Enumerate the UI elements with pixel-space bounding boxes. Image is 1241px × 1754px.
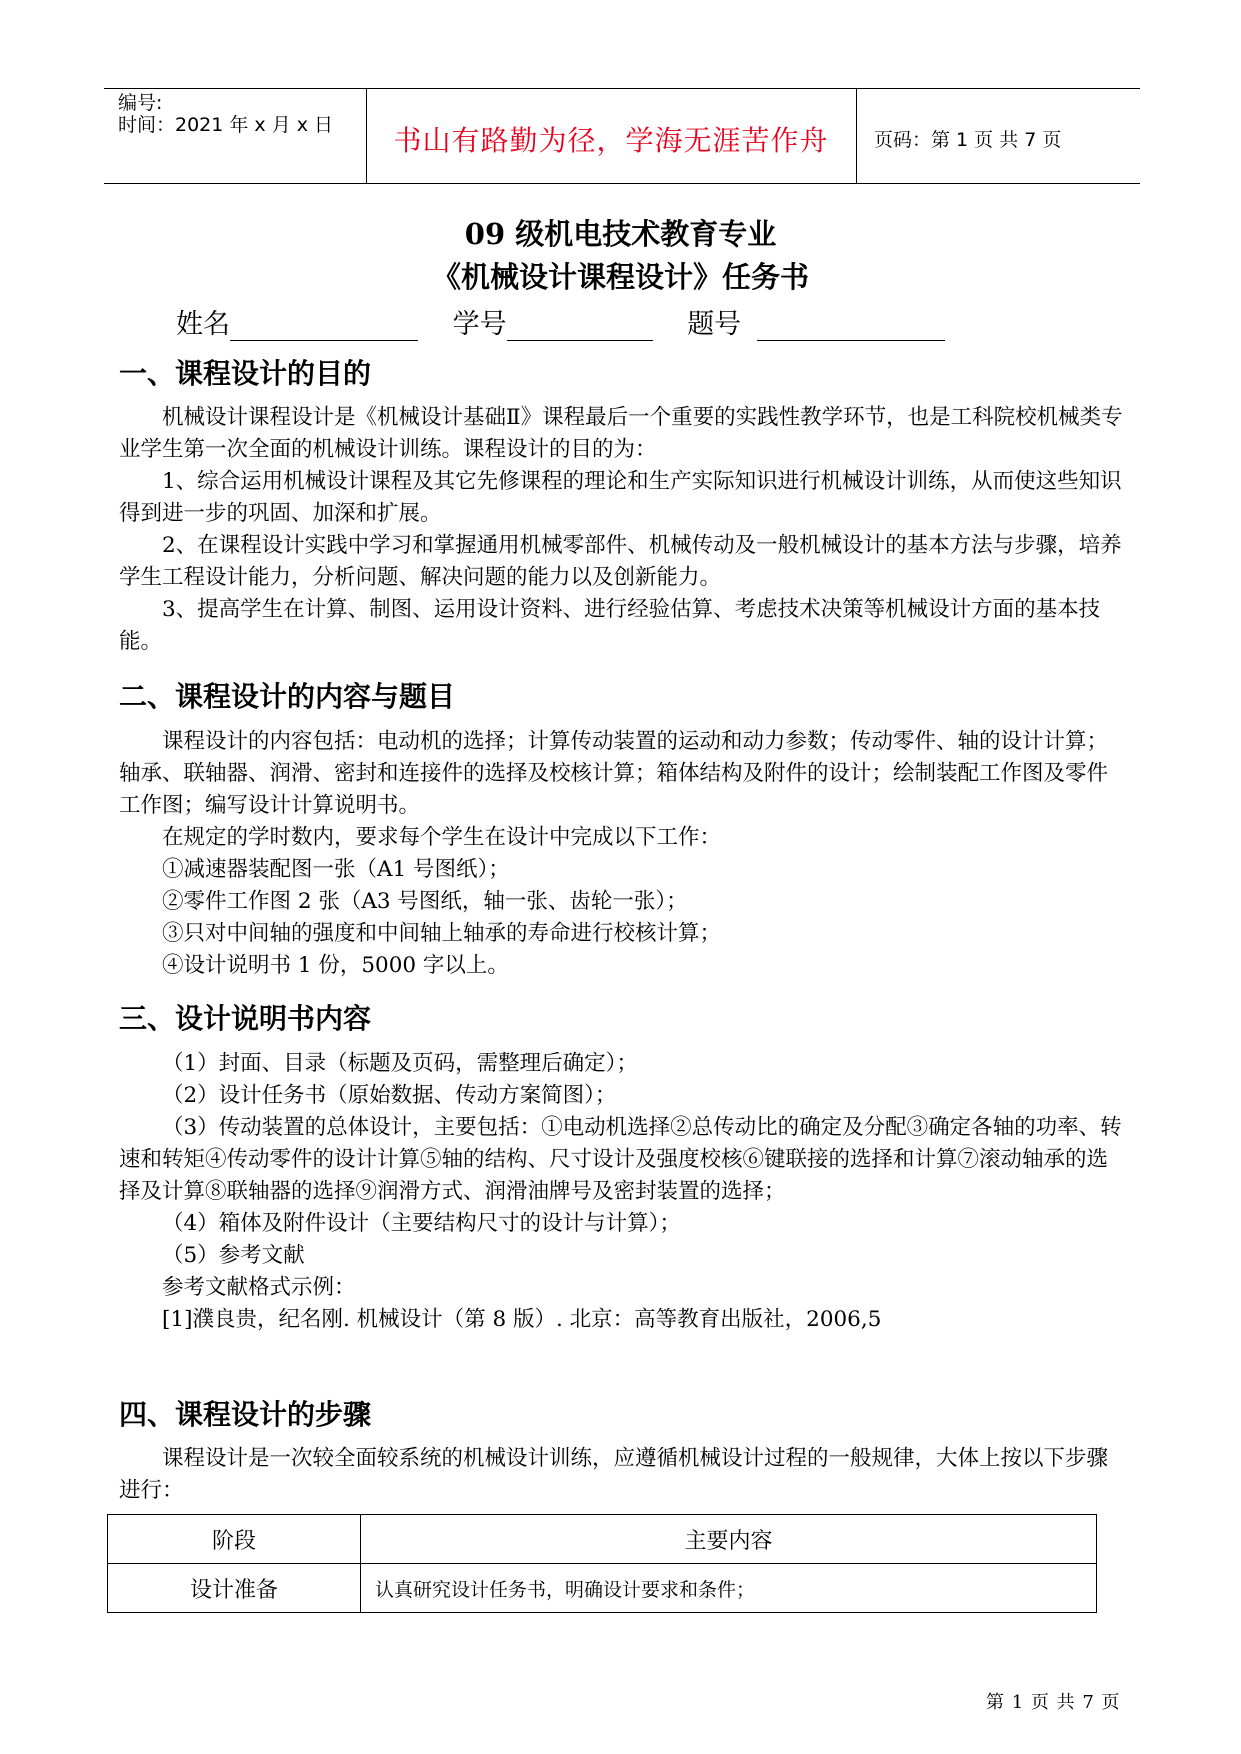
purpose-item-3: 3、提高学生在计算、制图、运用设计资料、进行经验估算、考虑技术决策等机械设计方面的基本技能。 (119, 597, 1101, 654)
purpose-item-2: 2、在课程设计实践中学习和掌握通用机械零部件、机械传动及一般机械设计的基本方法与步骤，培养学生工程设计能力，分析问题、解决问题的能力以及创新能力。 (119, 533, 1122, 590)
student-id-blank (507, 312, 653, 341)
work-item-2: ②零件工作图 2 张（A3 号图纸，轴一张、齿轮一张）； (162, 889, 688, 914)
work-item-4: ④设计说明书 1 份，5000 字以上。 (162, 953, 509, 978)
name-label: 姓名 (176, 309, 230, 340)
manual-item-5: （5）参考文献 (162, 1243, 305, 1268)
section-2-requirement: 在规定的学时数内，要求每个学生在设计中完成以下工作： (162, 825, 722, 850)
header-left-cell (104, 89, 367, 183)
document-title-line1: 09 级机电技术教育专业 (464, 217, 777, 251)
page-footer: 第 1 页 共 7 页 (986, 1692, 1121, 1713)
manual-item-2: （2）设计任务书（原始数据、传动方案简图）； (162, 1083, 617, 1108)
student-id-label: 学号 (452, 309, 507, 340)
section-1-intro: 机械设计课程设计是《机械设计基础Ⅱ》课程最后一个重要的实践性教学环节，也是工科院校机械类专业学生第一次全面的机械设计训练。课程设计的目的为： (119, 405, 1123, 462)
time-label: 时间：2021 年 x 月 x 日 (118, 114, 334, 136)
section-heading-1: 一、课程设计的目的 (119, 357, 372, 390)
header-center-cell (366, 89, 857, 183)
name-blank (230, 312, 418, 341)
reference-example: [1]濮良贵，纪名刚. 机械设计（第 8 版）. 北京：高等教育出版社，2006,5 (162, 1307, 882, 1332)
serial-number-label: 编号: (118, 92, 163, 114)
motto-text: 书山有路勤为径，学海无涯苦作舟 (393, 124, 829, 157)
section-4-body (119, 1443, 1125, 1507)
table-header-stage: 阶段 (108, 1515, 361, 1564)
work-item-1: ①减速器装配图一张（A1 号图纸）； (162, 857, 510, 882)
manual-item-4: （4）箱体及附件设计（主要结构尺寸的设计与计算）； (162, 1211, 681, 1236)
header-right-cell (856, 89, 1140, 183)
section-4-intro: 课程设计是一次较全面较系统的机械设计训练，应遵循机械设计过程的一般规律，大体上按以下步骤进行： (119, 1446, 1109, 1503)
section-heading-2: 二、课程设计的内容与题目 (119, 680, 456, 713)
purpose-item-1: 1、综合运用机械设计课程及其它先修课程的理论和生产实际知识进行机械设计训练，从而使这些知识得到进一步的巩固、加深和扩展。 (119, 469, 1122, 526)
table-cell-content: 认真研究设计任务书，明确设计要求和条件； (361, 1564, 1097, 1613)
document-title-line2: 《机械设计课程设计》任务书 (431, 260, 809, 294)
design-steps-table (107, 1514, 1097, 1613)
section-heading-4: 四、课程设计的步骤 (119, 1398, 372, 1431)
page-number-label: 页码：第 1 页 共 7 页 (874, 129, 1062, 151)
section-heading-3: 三、设计说明书内容 (119, 1002, 372, 1035)
section-3-body (119, 1048, 1125, 1336)
table-cell-stage: 设计准备 (108, 1564, 361, 1613)
manual-item-1: （1）封面、目录（标题及页码，需整理后确定）； (162, 1051, 638, 1076)
manual-item-3: （3）传动装置的总体设计，主要包括：①电动机选择②总传动比的确定及分配③确定各轴的功率、转速和转矩④传动零件的设计计算⑤轴的结构、尺寸设计及强度校核⑥键联接的选择和计算⑦滚动轴承的选择及计算⑧联轴器的选择⑨润滑方式、润滑油牌号及密封装置的选择； (119, 1115, 1122, 1204)
reference-format-label: 参考文献格式示例： (162, 1275, 356, 1300)
section-2-intro: 课程设计的内容包括：电动机的选择；计算传动装置的运动和动力参数；传动零件、轴的设计计算；轴承、联轴器、润滑、密封和连接件的选择及校核计算；箱体结构及附件的设计；绘制装配工作图及零件工作图；编写设计计算说明书。 (119, 729, 1109, 818)
student-info-row (176, 302, 945, 341)
work-item-3: ③只对中间轴的强度和中间轴上轴承的寿命进行校核计算； (162, 921, 722, 946)
table-header-content: 主要内容 (361, 1515, 1097, 1564)
table-header-row (108, 1515, 1097, 1564)
topic-label: 题号 (687, 309, 742, 340)
topic-blank (757, 312, 945, 341)
table-row (108, 1564, 1097, 1613)
section-1-body (119, 402, 1125, 658)
page-header (104, 88, 1140, 184)
section-2-body (119, 726, 1125, 982)
